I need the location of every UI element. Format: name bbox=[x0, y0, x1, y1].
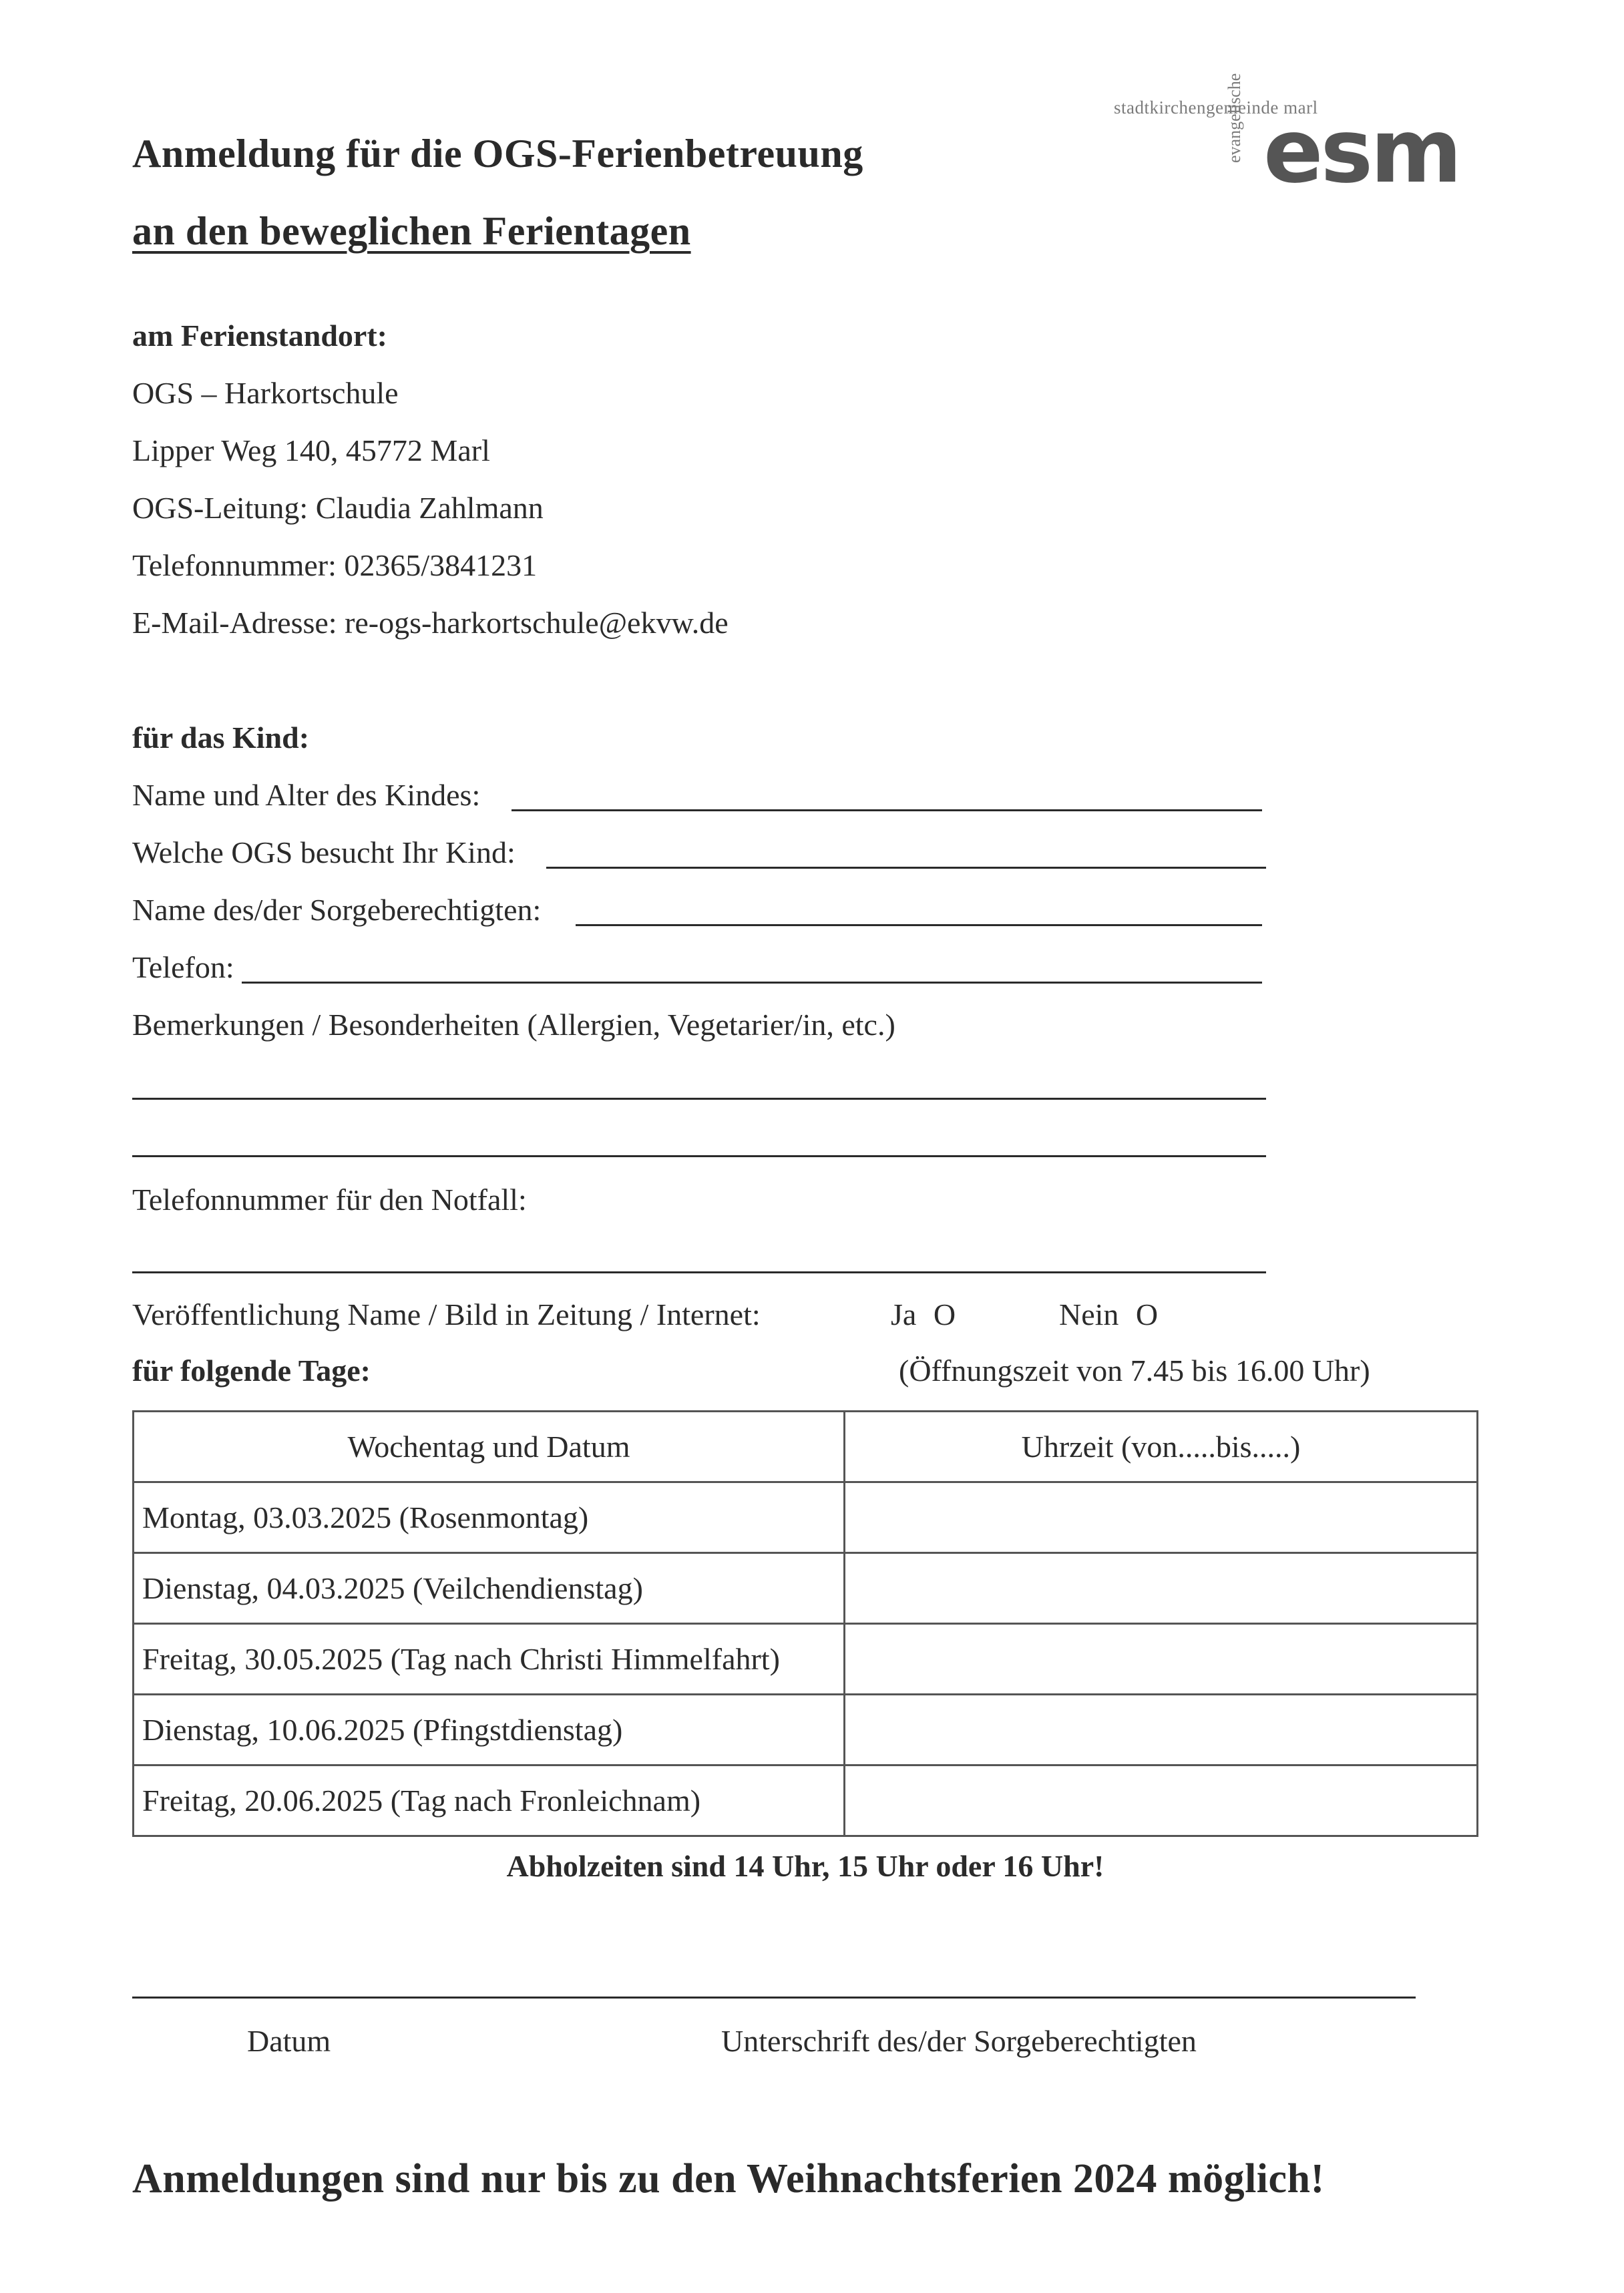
remarks-field-line-1[interactable] bbox=[132, 1098, 1266, 1100]
publication-yes-label: Ja bbox=[891, 1297, 917, 1331]
location-heading: am Ferienstandort: bbox=[132, 319, 387, 353]
remarks-field-line-2[interactable] bbox=[132, 1155, 1266, 1157]
publication-no-option[interactable] bbox=[1059, 1297, 1158, 1332]
remarks-label: Bemerkungen / Besonderheiten (Allergien, Vegetarier/in, etc.) bbox=[132, 1008, 895, 1042]
publication-yes-option[interactable] bbox=[891, 1297, 956, 1332]
table-row bbox=[134, 1695, 1478, 1765]
column-header-day: Wochentag und Datum bbox=[134, 1412, 845, 1482]
child-ogs-label: Welche OGS besucht Ihr Kind: bbox=[132, 835, 516, 869]
time-cell[interactable] bbox=[845, 1624, 1478, 1695]
publication-no-radio[interactable]: O bbox=[1135, 1297, 1159, 1331]
child-phone-label: Telefon: bbox=[132, 950, 234, 984]
time-cell[interactable] bbox=[845, 1553, 1478, 1624]
publication-label: Veröffentlichung Name / Bild in Zeitung / Internet: bbox=[132, 1297, 761, 1331]
child-name-age-label: Name und Alter des Kindes: bbox=[132, 778, 481, 812]
form-title: Anmeldung für die OGS-Ferienbetreuung bbox=[132, 132, 863, 176]
days-heading: für folgende Tage: bbox=[132, 1353, 371, 1388]
time-cell[interactable] bbox=[845, 1482, 1478, 1553]
table-row bbox=[134, 1765, 1478, 1836]
logo-wordmark: esm bbox=[1263, 100, 1460, 203]
time-cell[interactable] bbox=[845, 1765, 1478, 1836]
form-subtitle: an den beweglichen Ferientagen bbox=[132, 209, 691, 253]
table-row bbox=[134, 1553, 1478, 1624]
location-email: E-Mail-Adresse: re-ogs-harkortschule@ekvw.de bbox=[132, 606, 729, 640]
deadline-note: Anmeldungen sind nur bis zu den Weihnachtsferien 2024 möglich! bbox=[132, 2156, 1325, 2202]
time-cell[interactable] bbox=[845, 1695, 1478, 1765]
location-address: Lipper Weg 140, 45772 Marl bbox=[132, 433, 490, 467]
emergency-phone-label: Telefonnummer für den Notfall: bbox=[132, 1183, 527, 1217]
day-cell: Dienstag, 10.06.2025 (Pfingstdienstag) bbox=[134, 1695, 845, 1765]
location-phone: Telefonnummer: 02365/3841231 bbox=[132, 548, 538, 582]
table-row bbox=[134, 1482, 1478, 1553]
days-table-header bbox=[134, 1412, 1478, 1482]
publication-yes-radio[interactable]: O bbox=[933, 1297, 956, 1331]
table-row bbox=[134, 1624, 1478, 1695]
logo-vertical-text: evangelische bbox=[1225, 73, 1244, 163]
column-header-time: Uhrzeit (von.....bis.....) bbox=[845, 1412, 1478, 1482]
date-label: Datum bbox=[247, 2024, 331, 2058]
day-cell: Dienstag, 04.03.2025 (Veilchendienstag) bbox=[134, 1553, 845, 1624]
location-leader: OGS-Leitung: Claudia Zahlmann bbox=[132, 491, 544, 525]
opening-hours-note: (Öffnungszeit von 7.45 bis 16.00 Uhr) bbox=[899, 1353, 1370, 1388]
signature-field[interactable] bbox=[132, 1997, 1416, 1999]
day-cell: Freitag, 20.06.2025 (Tag nach Fronleichnam) bbox=[134, 1765, 845, 1836]
days-table bbox=[132, 1410, 1478, 1837]
child-phone-field[interactable] bbox=[242, 982, 1262, 984]
pickup-times-note: Abholzeiten sind 14 Uhr, 15 Uhr oder 16 Uhr! bbox=[506, 1849, 1104, 1883]
publication-no-label: Nein bbox=[1059, 1297, 1119, 1331]
signature-label: Unterschrift des/der Sorgeberechtigten bbox=[721, 2024, 1197, 2058]
child-heading: für das Kind: bbox=[132, 720, 310, 755]
logo-parish-name: stadtkirchengemeinde marl bbox=[1114, 97, 1318, 118]
emergency-phone-field[interactable] bbox=[132, 1271, 1266, 1273]
day-cell: Montag, 03.03.2025 (Rosenmontag) bbox=[134, 1482, 845, 1553]
location-name: OGS – Harkortschule bbox=[132, 376, 399, 410]
guardian-name-label: Name des/der Sorgeberechtigten: bbox=[132, 893, 542, 927]
guardian-name-field[interactable] bbox=[576, 924, 1262, 926]
day-cell: Freitag, 30.05.2025 (Tag nach Christi Himmelfahrt) bbox=[134, 1624, 845, 1695]
child-ogs-field[interactable] bbox=[546, 867, 1266, 869]
child-name-age-field[interactable] bbox=[512, 809, 1262, 811]
